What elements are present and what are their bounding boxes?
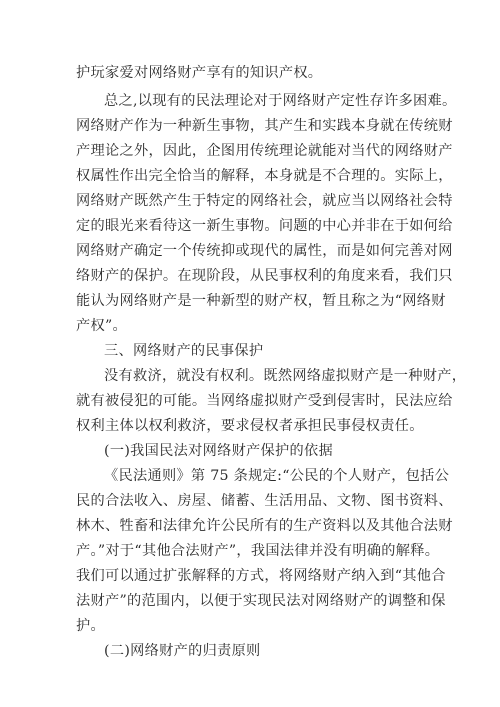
text-line: 产。”对于“其他合法财产”，我国法律并没有明确的解释。: [76, 543, 440, 559]
text-line: 权属性作出完全恰当的解释，本身就是不合理的。实际上，: [76, 168, 453, 184]
subsection-heading: (一)我国民法对网络财产保护的依据: [104, 443, 333, 459]
paragraph-line: 《民法通则》第 75 条规定:“公民的个人财产，包括公: [104, 468, 450, 484]
text-line: 定的眼光来看待这一新生事物。问题的中心并非在于如何给: [76, 218, 453, 234]
text-line: 产理论之外，因此，企图用传统理论就能对当代的网络财产: [76, 143, 453, 159]
section-heading: 三、网络财产的民事保护: [104, 343, 264, 359]
text-line: 络财产的保护。在现阶段，从民事权利的角度来看，我们只: [76, 268, 453, 284]
text-line: 网络财产既然产生于特定的网络社会，就应当以网络社会特: [76, 193, 453, 209]
text-line: 护。: [76, 618, 105, 634]
text-line: 网络财产确定一个传统抑或现代的属性，而是如何完善对网: [76, 243, 453, 259]
text-line: 网络财产作为一种新生事物，其产生和实践本身就在传统财: [76, 118, 453, 134]
subsection-heading: (二)网络财产的归责原则: [104, 643, 261, 659]
text-line: 就有被侵犯的可能。当网络虚拟财产受到侵害时，民法应给: [76, 393, 453, 409]
text-line: 能认为网络财产是一种新型的财产权，暂且称之为“网络财: [76, 293, 446, 309]
text-line: 护玩家爱对网络财产享有的知识产权。: [76, 65, 323, 81]
text-line: 权利主体以权利救济，要求侵权者承担民事侵权责任。: [76, 418, 424, 434]
text-line: 法财产”的范围内，以便于实现民法对网络财产的调整和保: [76, 593, 446, 609]
paragraph-line: 没有救济，就没有权利。既然网络虚拟财产是一种财产，: [104, 368, 467, 384]
text-line: 产权”。: [76, 318, 128, 334]
paragraph-line: 总之,以现有的民法理论对于网络财产定性存许多困难。: [104, 93, 457, 109]
text-line: 民的合法收入、房屋、储蓄、生活用品、文物、图书资料、: [76, 493, 453, 509]
text-line: 我们可以通过扩张解释的方式，将网络财产纳入到“其他合: [76, 568, 446, 584]
text-line: 林木、牲畜和法律允许公民所有的生产资料以及其他合法财: [76, 518, 453, 534]
